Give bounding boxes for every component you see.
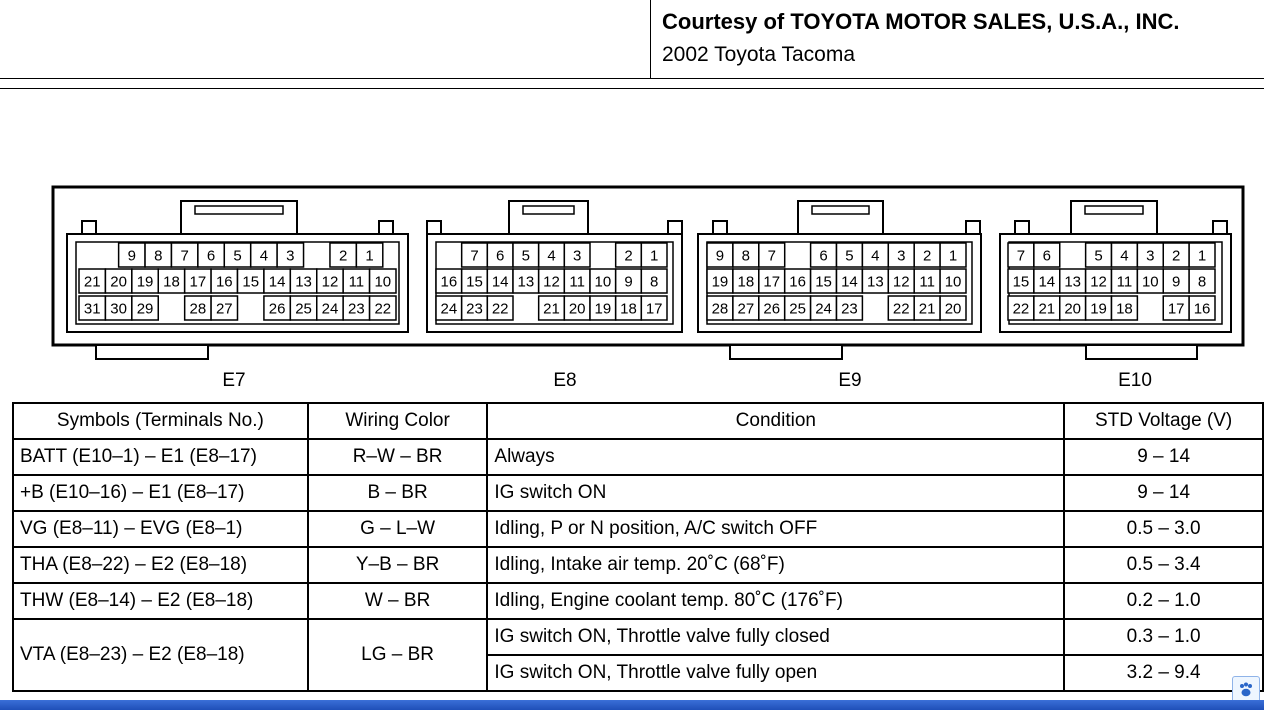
- pin-number: 4: [547, 247, 556, 265]
- symbol-cell: +B (E10–16) – E1 (E8–17): [13, 475, 308, 511]
- voltage-cell: 9 – 14: [1064, 439, 1263, 475]
- pin-number: 7: [180, 247, 189, 265]
- pin-number: 27: [737, 300, 755, 318]
- wiring-cell: LG – BR: [308, 619, 488, 691]
- pin-number: 21: [83, 273, 101, 291]
- pin-number: 1: [948, 247, 958, 265]
- pin-number: 13: [867, 273, 884, 291]
- connector-ear: [427, 221, 441, 234]
- pin-number: 18: [163, 273, 180, 291]
- header-symbols: Symbols (Terminals No.): [13, 403, 308, 439]
- pin-number: 24: [815, 300, 832, 318]
- table-row: [13, 439, 1263, 475]
- pin-number: 4: [1120, 247, 1129, 265]
- pin-number: 20: [1064, 300, 1082, 318]
- condition-cell: IG switch ON, Throttle valve fully open: [487, 655, 1064, 691]
- pin-number: 19: [594, 300, 612, 318]
- voltage-cell: 0.5 – 3.4: [1064, 547, 1263, 583]
- condition-cell: IG switch ON, Throttle valve fully closed: [487, 619, 1064, 655]
- pin-number: 20: [110, 273, 127, 291]
- pin-number: 15: [242, 273, 260, 291]
- pin-number: 11: [1116, 273, 1133, 291]
- pin-number: 22: [1012, 300, 1030, 318]
- connector-label: E9: [838, 370, 862, 391]
- connector-e8: [427, 201, 682, 391]
- pin-number: 3: [286, 247, 295, 265]
- pin-number: 16: [215, 273, 233, 291]
- header-condition: Condition: [487, 403, 1064, 439]
- connector-ear: [82, 221, 96, 234]
- wiring-cell: W – BR: [308, 583, 488, 619]
- connector-bottom-tab: [1086, 345, 1197, 359]
- pin-number: 20: [944, 300, 962, 318]
- pin-number: 24: [321, 300, 339, 318]
- condition-cell: Always: [487, 439, 1064, 475]
- condition-cell: Idling, Intake air temp. 20˚C (68˚F): [487, 547, 1064, 583]
- wiring-cell: G – L–W: [308, 511, 488, 547]
- connector-ear: [1015, 221, 1029, 234]
- connector-e7: [67, 201, 408, 391]
- wiring-cell: R–W – BR: [308, 439, 488, 475]
- symbol-cell: VTA (E8–23) – E2 (E8–18): [13, 619, 308, 691]
- pin-number: 9: [1172, 273, 1181, 291]
- pin-number: 5: [845, 247, 854, 265]
- pin-number: 8: [741, 247, 751, 265]
- pin-number: 2: [922, 247, 932, 265]
- pin-number: 5: [1094, 247, 1103, 265]
- pin-number: 6: [819, 247, 828, 265]
- connector-ear: [668, 221, 682, 234]
- pin-number: 12: [892, 273, 910, 291]
- pin-number: 19: [1090, 300, 1107, 318]
- pin-number: 17: [763, 273, 781, 291]
- pin-number: 16: [440, 273, 458, 291]
- pin-number: 6: [206, 247, 216, 265]
- voltage-cell: 3.2 – 9.4: [1064, 655, 1263, 691]
- pin-number: 11: [348, 273, 365, 291]
- pin-number: 13: [295, 273, 312, 291]
- condition-cell: Idling, P or N position, A/C switch OFF: [487, 511, 1064, 547]
- connector-bottom-tab: [730, 345, 842, 359]
- pin-number: 18: [1116, 300, 1133, 318]
- pin-number: 12: [321, 273, 339, 291]
- pin-number: 25: [789, 300, 806, 318]
- pin-number: 3: [1146, 247, 1155, 265]
- pin-number: 14: [491, 273, 509, 291]
- connector-ear: [966, 221, 980, 234]
- pin-number: 23: [841, 300, 858, 318]
- voltage-cell: 0.3 – 1.0: [1064, 619, 1263, 655]
- pin-number: 13: [517, 273, 535, 291]
- pin-number: 27: [215, 300, 233, 318]
- pin-number: 19: [711, 273, 729, 291]
- pin-number: 8: [649, 273, 659, 291]
- pin-number: 9: [127, 247, 137, 265]
- pin-number: 15: [466, 273, 483, 291]
- pin-number: 12: [1090, 273, 1107, 291]
- pin-number: 4: [871, 247, 880, 265]
- pin-number: 23: [466, 300, 483, 318]
- pin-number: 29: [136, 300, 154, 318]
- pin-number: 2: [624, 247, 633, 265]
- pin-number: 9: [715, 247, 725, 265]
- pin-number: 10: [594, 273, 612, 291]
- pin-number: 23: [348, 300, 365, 318]
- table-header-row: [13, 403, 1263, 439]
- pin-number: 2: [338, 247, 348, 265]
- pin-number: 12: [543, 273, 560, 291]
- pin-number: 17: [645, 300, 663, 318]
- pin-number: 14: [268, 273, 286, 291]
- pin-number: 10: [944, 273, 962, 291]
- pin-number: 24: [440, 300, 458, 318]
- pin-number: 8: [1197, 273, 1207, 291]
- table-row: [13, 547, 1263, 583]
- pin-number: 5: [521, 247, 531, 265]
- pin-number: 1: [649, 247, 659, 265]
- connectors-group: [67, 201, 1231, 391]
- pin-number: 21: [918, 300, 936, 318]
- pin-number: 6: [1042, 247, 1051, 265]
- pin-number: 21: [1038, 300, 1056, 318]
- pin-number: 22: [892, 300, 910, 318]
- table-row: [13, 583, 1263, 619]
- connector-e10: [1000, 201, 1231, 391]
- condition-cell: Idling, Engine coolant temp. 80˚C (176˚F): [487, 583, 1064, 619]
- table-row: [13, 511, 1263, 547]
- pin-number: 26: [763, 300, 781, 318]
- pin-number: 28: [711, 300, 729, 318]
- pin-number: 10: [374, 273, 392, 291]
- pin-number: 8: [154, 247, 163, 265]
- pin-number: 7: [1016, 247, 1026, 265]
- table-row: [13, 475, 1263, 511]
- connector-ear: [379, 221, 393, 234]
- symbol-cell: THW (E8–14) – E2 (E8–18): [13, 583, 308, 619]
- voltage-cell: 9 – 14: [1064, 475, 1263, 511]
- symbol-cell: BATT (E10–1) – E1 (E8–17): [13, 439, 308, 475]
- voltage-cell: 0.5 – 3.0: [1064, 511, 1263, 547]
- pin-number: 15: [815, 273, 832, 291]
- pin-number: 11: [569, 273, 585, 291]
- pin-number: 20: [568, 300, 586, 318]
- pin-number: 6: [495, 247, 505, 265]
- pin-number: 21: [543, 300, 560, 318]
- pin-number: 2: [1172, 247, 1181, 265]
- pin-number: 5: [233, 247, 242, 265]
- voltage-cell: 0.2 – 1.0: [1064, 583, 1263, 619]
- connector-ear: [713, 221, 727, 234]
- courtesy-line: Courtesy of TOYOTA MOTOR SALES, U.S.A., INC.: [662, 9, 1180, 34]
- pin-number: 17: [1167, 300, 1185, 318]
- pin-number: 7: [767, 247, 776, 265]
- pin-number: 3: [572, 247, 582, 265]
- connector-label: E10: [1118, 370, 1152, 391]
- pin-number: 31: [83, 300, 101, 318]
- pin-number: 3: [897, 247, 906, 265]
- pin-number: 13: [1064, 273, 1082, 291]
- taskbar-strip: [0, 700, 1264, 710]
- pin-number: 9: [624, 273, 633, 291]
- connector-label: E7: [222, 370, 246, 391]
- connector-ear: [1213, 221, 1227, 234]
- table-row: [13, 619, 1263, 655]
- connector-label: E8: [553, 370, 577, 391]
- pin-number: 18: [620, 300, 637, 318]
- pin-number: 14: [1038, 273, 1056, 291]
- symbol-cell: THA (E8–22) – E2 (E8–18): [13, 547, 308, 583]
- connector-e9: [698, 201, 981, 391]
- pin-number: 19: [136, 273, 154, 291]
- pin-number: 4: [259, 247, 269, 265]
- pin-number: 10: [1141, 273, 1159, 291]
- connector-bottom-tab: [96, 345, 208, 359]
- pin-number: 16: [1193, 300, 1211, 318]
- symbol-cell: VG (E8–11) – EVG (E8–1): [13, 511, 308, 547]
- terminal-voltage-table: [12, 402, 1264, 692]
- pin-number: 22: [374, 300, 392, 318]
- pin-number: 1: [1197, 247, 1207, 265]
- pin-number: 25: [295, 300, 312, 318]
- wiring-cell: Y–B – BR: [308, 547, 488, 583]
- pin-number: 30: [110, 300, 127, 318]
- vehicle-model: 2002 Toyota Tacoma: [662, 43, 856, 66]
- pin-number: 28: [189, 300, 207, 318]
- header-std-voltage: STD Voltage (V): [1064, 403, 1263, 439]
- pin-number: 7: [470, 247, 479, 265]
- pin-number: 22: [491, 300, 509, 318]
- pin-number: 26: [268, 300, 286, 318]
- pin-number: 16: [789, 273, 806, 291]
- pin-number: 1: [365, 247, 374, 265]
- header-wiring-color: Wiring Color: [308, 403, 488, 439]
- pin-number: 18: [737, 273, 755, 291]
- condition-cell: IG switch ON: [487, 475, 1064, 511]
- wiring-cell: B – BR: [308, 475, 488, 511]
- pin-number: 14: [841, 273, 858, 291]
- pin-number: 11: [919, 273, 935, 291]
- paw-icon-glyph: [1237, 681, 1255, 699]
- pin-number: 17: [189, 273, 207, 291]
- pin-number: 15: [1012, 273, 1030, 291]
